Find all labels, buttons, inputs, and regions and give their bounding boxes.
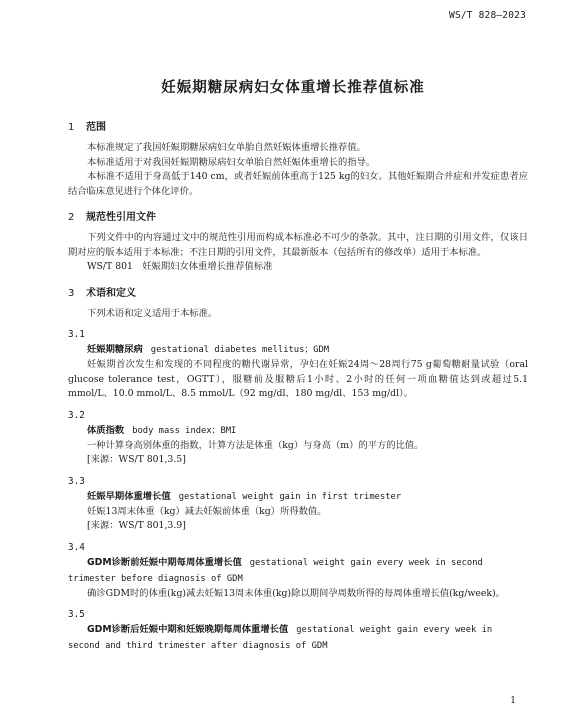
section-3-para-1: 下列术语和定义适用于本标准。 (87, 307, 218, 319)
term-definition: 妊娠期首次发生和发现的不同程度的糖代谢异常，孕妇在妊娠24周～28周行75 g葡萄糖耐量试验（oral glucose tolerance test，OGTT），服糖前及服糖后1小时、2小时的任何一项血糖值达到或超过5.1 mmol/L、10.0 mmol/L、8.5 mmol/L（92 mg/dl、180 mg/dl、153 mg/dl）。 (68, 359, 528, 399)
term-source: [来源：WS/T 801,3.9] (87, 520, 186, 531)
document-body (68, 120, 528, 654)
term-heading (68, 555, 528, 587)
term-zh: GDM诊断后妊娠中期和妊娠晚期每周体重增长值 (87, 624, 289, 635)
term-number: 3.5 (68, 609, 85, 620)
page-number: 1 (510, 696, 516, 706)
term-heading (68, 423, 528, 439)
term-en: gestational weight gain every week in second and third trimester after diagnosis of GDM (68, 625, 493, 651)
section-1-heading (68, 120, 528, 135)
section-2-heading (68, 210, 528, 225)
term-zh: 体质指数 (87, 424, 125, 436)
term-number: 3.1 (68, 329, 85, 340)
section-3-heading (68, 286, 528, 301)
term-number: 3.2 (68, 409, 85, 421)
document-title: 妊娠期糖尿病妇女体重增长推荐值标准 (161, 80, 425, 96)
section-1-number: 1 (68, 122, 75, 133)
section-2-para-1: 下列文件中的内容通过文中的规范性引用而构成本标准必不可少的条款。其中，注日期的引用文件，仅该日期对应的版本适用于本标准；不注日期的引用文件，其最新版本（包括所有的修改单）适用于本标准。 (68, 232, 528, 258)
section-2-number: 2 (68, 212, 75, 223)
term-en: gestational weight gain in first trimester (178, 491, 402, 502)
section-1-para-3: 本标准不适用于身高低于140 cm，或者妊娠前体重高于125 kg的妇女。其他妊娠期合并症和并发症患者应结合临床意见进行个体化评价。 (68, 171, 528, 197)
term-heading (68, 489, 528, 505)
term-zh: 妊娠期糖尿病 (87, 344, 143, 355)
term-definition: 确诊GDM时的体重(kg)减去妊娠13周末体重(kg)除以期间孕周数所得的每周体重增长值(kg/week)。 (87, 587, 505, 599)
term-number: 3.4 (68, 541, 85, 553)
section-1-para-2: 本标准适用于对我国妊娠期糖尿病妇女单胎自然妊娠体重增长的指导。 (87, 156, 376, 168)
section-2-reference: WS/T 801 妊娠期妇女体重增长推荐值标准 (87, 261, 273, 272)
term-zh: GDM诊断前妊娠中期每周体重增长值 (87, 556, 242, 568)
term-heading (68, 342, 528, 358)
standard-code: WS/T 828—2023 (449, 10, 526, 21)
term-number: 3.3 (68, 475, 85, 487)
section-2-title: 规范性引用文件 (86, 212, 156, 223)
term-en: gestational weight gain every week in second trimester before diagnosis of GDM (68, 557, 483, 584)
section-1-title: 范围 (86, 122, 106, 133)
section-1-para-1: 本标准规定了我国妊娠期糖尿病妇女单胎自然妊娠体重增长推荐值。 (87, 142, 366, 153)
section-3-title: 术语和定义 (86, 287, 136, 299)
term-source: [来源：WS/T 801,3.5] (87, 454, 186, 465)
term-en: gestational diabetes mellitus；GDM (150, 345, 330, 355)
term-definition: 妊娠13周末体重（kg）减去妊娠前体重（kg）所得数值。 (87, 505, 327, 517)
term-zh: 妊娠早期体重增长值 (87, 490, 171, 502)
section-3-number: 3 (68, 287, 75, 299)
term-en: body mass index；BMI (132, 425, 237, 436)
term-definition: 一种计算身高别体重的指数，计算方法是体重（kg）与身高（m）的平方的比值。 (87, 439, 424, 451)
term-heading (68, 622, 528, 654)
